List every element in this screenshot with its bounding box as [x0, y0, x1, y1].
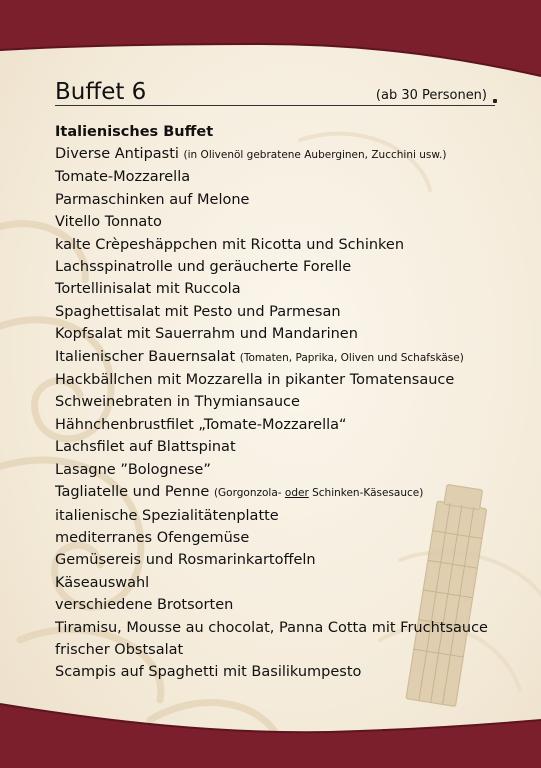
menu-item: mediterranes Ofengemüse — [55, 529, 250, 546]
menu-item: Lachsspinatrolle und geräucherte Forelle — [55, 259, 352, 276]
menu-item: Lachsfilet auf Blattspinat — [55, 439, 236, 456]
menu-item: Spaghettisalat mit Pesto und Parmesan — [55, 303, 341, 320]
menu-header — [55, 78, 505, 108]
menu-item: Scampis auf Spaghetti mit Basilikumpesto — [55, 664, 362, 681]
menu-item-note: (Tomaten, Paprika, Oliven und Schafskäse) — [239, 351, 464, 364]
menu-item: Diverse Antipasti (in Olivenöl gebratene Auberginen, Zucchini usw.) — [55, 146, 447, 162]
menu-item: Tortellinisalat mit Ruccola — [55, 281, 241, 298]
menu-item: Tomate-Mozzarella — [55, 169, 191, 186]
title-rule — [55, 105, 495, 106]
menu-item: Italienischer Bauernsalat (Tomaten, Paprika, Oliven und Schafskäse) — [55, 348, 464, 365]
section-title: Italienisches Buffet — [55, 124, 214, 140]
bottom-burgundy-band — [0, 700, 541, 768]
menu-item: Tiramisu, Mousse au chocolat, Panna Cotta mit Fruchtsauce — [55, 619, 488, 636]
menu-item: Hähnchenbrustfilet „Tomate-Mozzarella“ — [55, 416, 347, 433]
menu-item: Vitello Tonnato — [55, 214, 162, 231]
bullet-dot — [493, 99, 497, 103]
persons-note: (ab 30 Personen) — [375, 88, 487, 103]
menu-item: italienische Spezialitätenplatte — [55, 507, 279, 524]
menu-item-note: (Gorgonzola- oder Schinken-Käsesauce) — [213, 487, 424, 500]
menu-item: Parmaschinken auf Melone — [55, 191, 250, 208]
menu-item: Lasagne ”Bolognese” — [55, 461, 211, 478]
menu-item: Kopfsalat mit Sauerrahm und Mandarinen — [55, 326, 358, 343]
page-title: Buffet 6 — [55, 79, 147, 105]
top-burgundy-band — [0, 0, 541, 80]
menu-item: kalte Crèpeshäppchen mit Ricotta und Schinken — [55, 236, 405, 253]
menu-item: Gemüsereis und Rosmarinkartoffeln — [55, 552, 316, 569]
menu-item: Schweinebraten in Thymiansauce — [55, 394, 300, 411]
menu-item: Tagliatelle und Penne (Gorgonzola- oder Schinken-Käsesauce) — [55, 484, 424, 501]
menu-list — [55, 143, 505, 684]
menu-content — [55, 78, 505, 684]
menu-item-note: (in Olivenöl gebratene Auberginen, Zucchini usw.) — [183, 149, 447, 161]
menu-item: Käseauswahl — [55, 574, 150, 591]
menu-item: Hackbällchen mit Mozzarella in pikanter Tomatensauce — [55, 372, 455, 389]
menu-item: frischer Obstsalat — [55, 641, 184, 658]
menu-item: verschiedene Brotsorten — [55, 597, 234, 614]
